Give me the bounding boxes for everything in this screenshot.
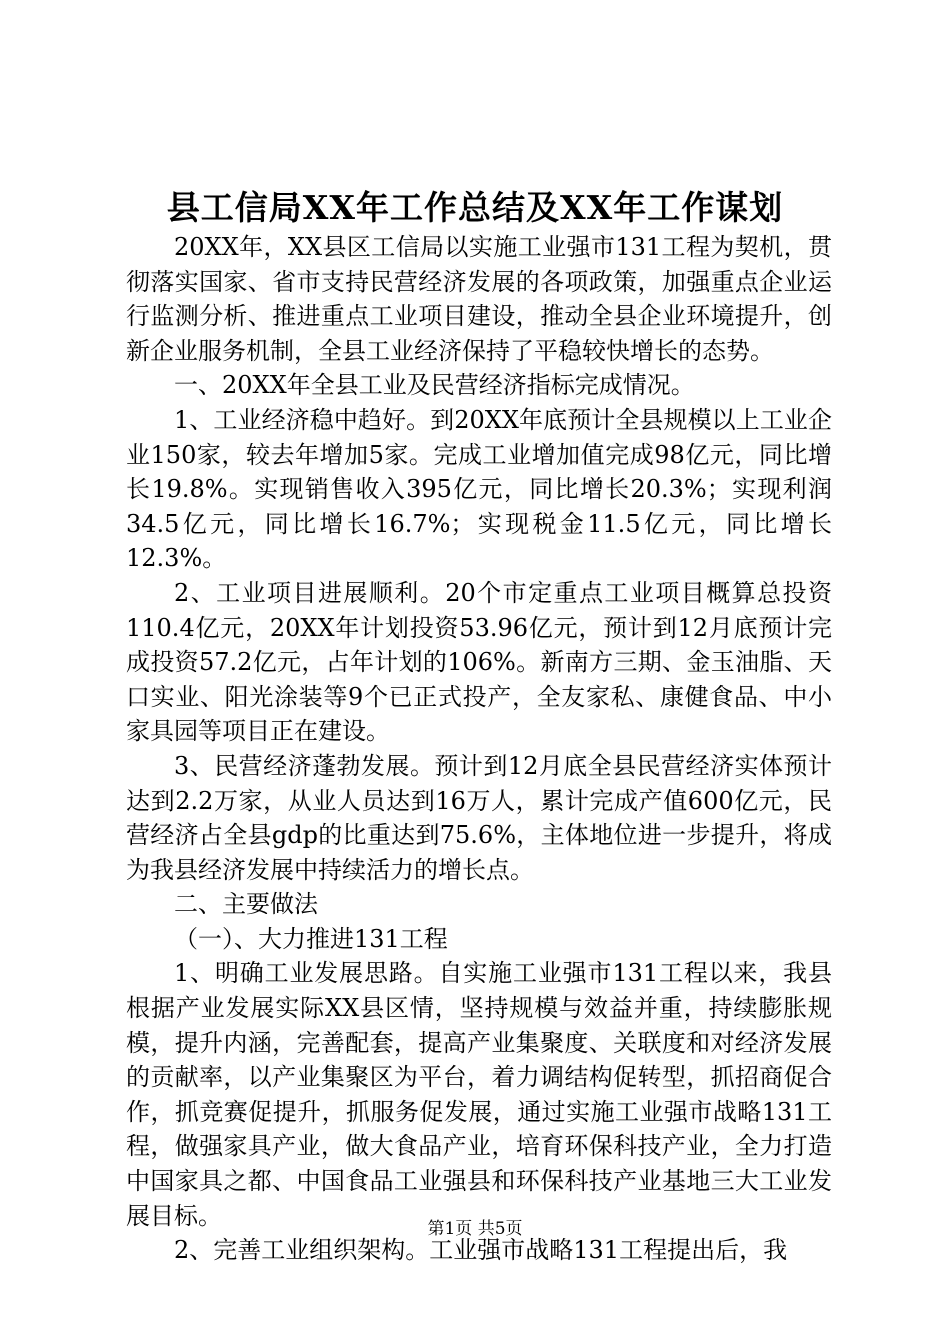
section-heading-2: 二、主要做法 bbox=[174, 890, 318, 919]
subsection-heading-1: （一）、大力推进131工程 bbox=[174, 924, 448, 953]
document-body bbox=[126, 230, 832, 1268]
document-title: 县工信局XX年工作总结及XX年工作谋划 bbox=[166, 188, 784, 227]
paragraph-organization: 2、完善工业组织架构。工业强市战略131工程提出后，我 bbox=[174, 1236, 788, 1265]
paragraph-industrial-economy: 1、工业经济稳中趋好。到20XX年底预计全县规模以上工业企业150家，较去年增加5家。完成工业增加值完成98亿元，同比增长19.8%。实现销售收入395亿元，同比增长20.3%；实现利润34.5亿元，同比增长16.7%；实现税金11.5亿元，同比增长12.3%。 bbox=[126, 405, 832, 573]
paragraph-development-approach: 1、明确工业发展思路。自实施工业强市131工程以来，我县根据产业发展实际XX县区情，坚持规模与效益并重，持续膨胀规模，提升内涵，完善配套，提高产业集聚度、关联度和对经济发展的贡献率，以产业集聚区为平台，着力调结构促转型，抓招商促合作，抓竞赛促提升，抓服务促发展，通过实施工业强市战略131工程，做强家具产业，做大食品产业，培育环保科技产业，全力打造中国家具之都、中国食品工业强县和环保科技产业基地三大工业发展目标。 bbox=[126, 959, 832, 1230]
paragraph-intro: 20XX年，XX县区工信局以实施工业强市131工程为契机，贯彻落实国家、省市支持民营经济发展的各项政策，加强重点企业运行监测分析、推进重点工业项目建设，推动全县企业环境提升，创新企业服务机制，全县工业经济保持了平稳较快增长的态势。 bbox=[126, 233, 832, 365]
section-heading-1: 一、20XX年全县工业及民营经济指标完成情况。 bbox=[174, 371, 695, 400]
paragraph-private-economy: 3、民营经济蓬勃发展。预计到12月底全县民营经济实体预计达到2.2万家，从业人员达到16万人，累计完成产值600亿元，民营经济占全县gdp的比重达到75.6%，主体地位进一步提升，将成为我县经济发展中持续活力的增长点。 bbox=[126, 751, 832, 884]
page-number-footer: 第1页 共5页 bbox=[427, 1219, 523, 1239]
paragraph-industrial-projects: 2、工业项目进展顺利。20个市定重点工业项目概算总投资110.4亿元，20XX年计划投资53.96亿元，预计到12月底预计完成投资57.2亿元，占年计划的106%。新南方三期、金玉油脂、天口实业、阳光涂装等9个已正式投产，全友家私、康健食品、中小家具园等项目正在建设。 bbox=[126, 578, 832, 746]
